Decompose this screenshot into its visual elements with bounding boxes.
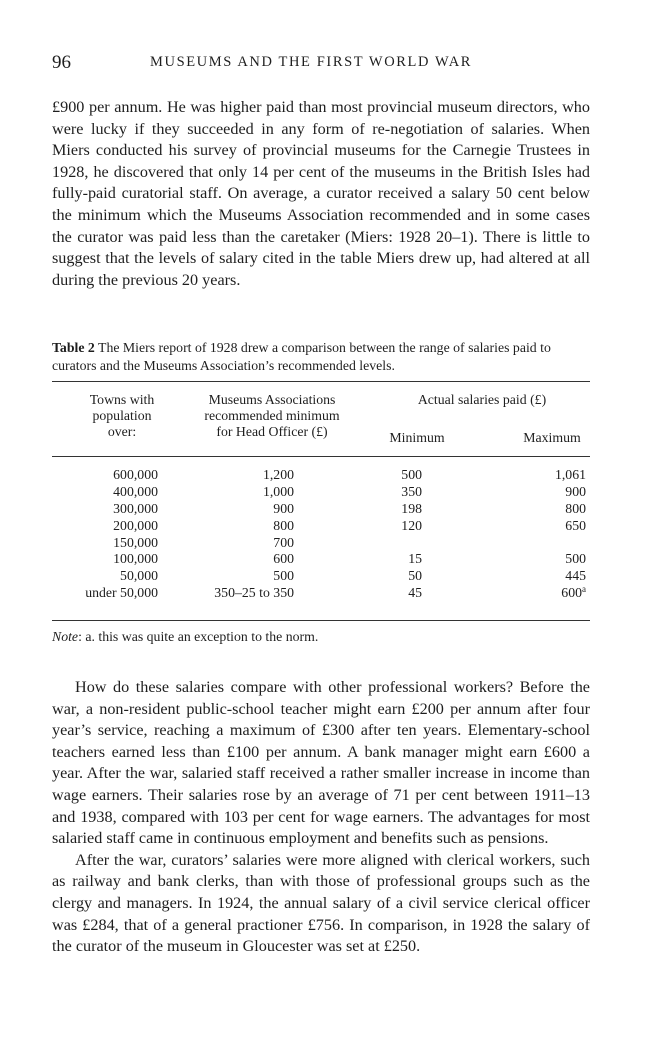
table-bottom-rule bbox=[52, 620, 590, 621]
table-header bbox=[52, 392, 590, 452]
table-row bbox=[52, 484, 590, 501]
table-caption-text: The Miers report of 1928 drew a comparison between the range of salaries paid to curators and the Museums Association’s recommended levels. bbox=[52, 340, 551, 373]
paragraph-text: After the war, curators’ salaries were more aligned with clerical workers, such as railway and bank clerks, than with those of professional groups such as the clergy and managers. In 1924, the annual salary of a civil service clerical officer was £284, that of a general practioner £756. In comparison, in 1928 the salary of the curator of the museum in Gloucester was set at £250. bbox=[52, 850, 590, 956]
cell-minimum: 500 bbox=[401, 467, 422, 482]
table-body bbox=[52, 467, 590, 602]
cell-recommended: 900 bbox=[273, 500, 294, 516]
cell-minimum: 198 bbox=[401, 500, 422, 516]
closing-paragraphs bbox=[52, 677, 590, 958]
page-number: 96 bbox=[52, 52, 71, 73]
table-row bbox=[52, 568, 590, 585]
cell-minimum: 350 bbox=[401, 483, 422, 499]
cell-minimum: 45 bbox=[408, 585, 422, 601]
cell-minimum: 15 bbox=[408, 551, 422, 567]
paragraph-text: £900 per annum. He was higher paid than most provincial museum directors, who were lucky if they succeeded in any form of re-negotiation of salaries. When Miers conducted his survey of provincial museums for the Carnegie Trustees in 1928, he discovered that only 14 per cent of the museums in the British Isles had fully-paid curatorial staff. On average, a curator received a salary 50 cent below the minimum which the Museums Association recommended and in some cases the curator was paid less than the caretaker (Miers: 1928 20–1). There is little to suggest that the levels of salary cited in the table Miers drew up, had altered at all during the previous 20 years. bbox=[52, 98, 590, 289]
running-head bbox=[52, 52, 590, 74]
header-maximum: Maximum bbox=[523, 430, 581, 445]
header-actual-salaries: Actual salaries paid (£) bbox=[417, 392, 547, 407]
cell-population: under 50,000 bbox=[85, 585, 158, 601]
cell-population: 600,000 bbox=[113, 467, 158, 482]
running-title: MUSEUMS AND THE FIRST WORLD WAR bbox=[150, 54, 473, 70]
opening-paragraph bbox=[52, 97, 590, 291]
cell-minimum: 50 bbox=[408, 568, 422, 584]
cell-recommended: 350–25 to 350 bbox=[214, 585, 294, 601]
cell-minimum: 120 bbox=[401, 517, 422, 533]
table-label: Table 2 bbox=[52, 340, 95, 355]
cell-population: 200,000 bbox=[113, 517, 158, 533]
cell-maximum: 445 bbox=[565, 568, 586, 584]
table-note bbox=[52, 629, 318, 645]
cell-population: 150,000 bbox=[113, 534, 158, 550]
header-recommended-line: Museums Associations bbox=[208, 392, 336, 407]
paragraph-text: How do these salaries compare with other professional workers? Before the war, a non-resident public-school teacher might earn £200 per annum after four year’s service, reaching a maximum of £300 after ten years. Elementary-school teachers earned less than £100 per annum. A bank manager might earn £600 a year. After the war, salaried staff received a rather smaller increase in income than wage earners. Their salaries rose by an average of 71 per cent between 1911–13 and 1938, compared with 103 per cent for wage earners. The advantages for most salaried staff came in continuous employment and benefits such as pensions. bbox=[52, 678, 590, 848]
table-top-rule bbox=[52, 381, 590, 382]
table-row bbox=[52, 518, 590, 535]
cell-recommended: 600 bbox=[273, 551, 294, 567]
cell-maximum bbox=[561, 585, 586, 602]
header-towns-line: over: bbox=[107, 424, 137, 439]
cell-maximum: 650 bbox=[565, 517, 586, 533]
cell-maximum-value: 600 bbox=[561, 585, 582, 601]
table-row bbox=[52, 535, 590, 552]
cell-population: 300,000 bbox=[113, 500, 158, 516]
header-towns-line: Towns with bbox=[89, 392, 155, 407]
table-row bbox=[52, 467, 590, 484]
table-row bbox=[52, 501, 590, 518]
cell-maximum: 800 bbox=[565, 500, 586, 516]
table-header-rule bbox=[52, 456, 590, 457]
header-recommended bbox=[182, 392, 362, 440]
table-row bbox=[52, 585, 590, 602]
table-row bbox=[52, 551, 590, 568]
header-recommended-line: recommended minimum bbox=[204, 408, 340, 423]
cell-recommended: 500 bbox=[273, 568, 294, 584]
cell-maximum: 500 bbox=[565, 551, 586, 567]
footnote-marker: a bbox=[582, 584, 586, 595]
cell-recommended: 800 bbox=[273, 517, 294, 533]
header-towns bbox=[72, 392, 172, 440]
note-text: : a. this was quite an exception to the norm. bbox=[78, 629, 319, 644]
header-towns-line: population bbox=[92, 408, 152, 423]
note-label: Note bbox=[52, 629, 79, 644]
cell-population: 50,000 bbox=[120, 568, 158, 584]
table-caption bbox=[52, 339, 590, 375]
header-minimum: Minimum bbox=[389, 430, 445, 445]
cell-maximum: 1,061 bbox=[554, 467, 586, 482]
header-recommended-line: for Head Officer (£) bbox=[216, 424, 328, 439]
cell-population: 400,000 bbox=[113, 483, 158, 499]
cell-recommended: 1,000 bbox=[262, 483, 294, 499]
cell-recommended: 700 bbox=[273, 534, 294, 550]
cell-maximum: 900 bbox=[565, 483, 586, 499]
cell-recommended: 1,200 bbox=[262, 467, 294, 482]
cell-population: 100,000 bbox=[113, 551, 158, 567]
